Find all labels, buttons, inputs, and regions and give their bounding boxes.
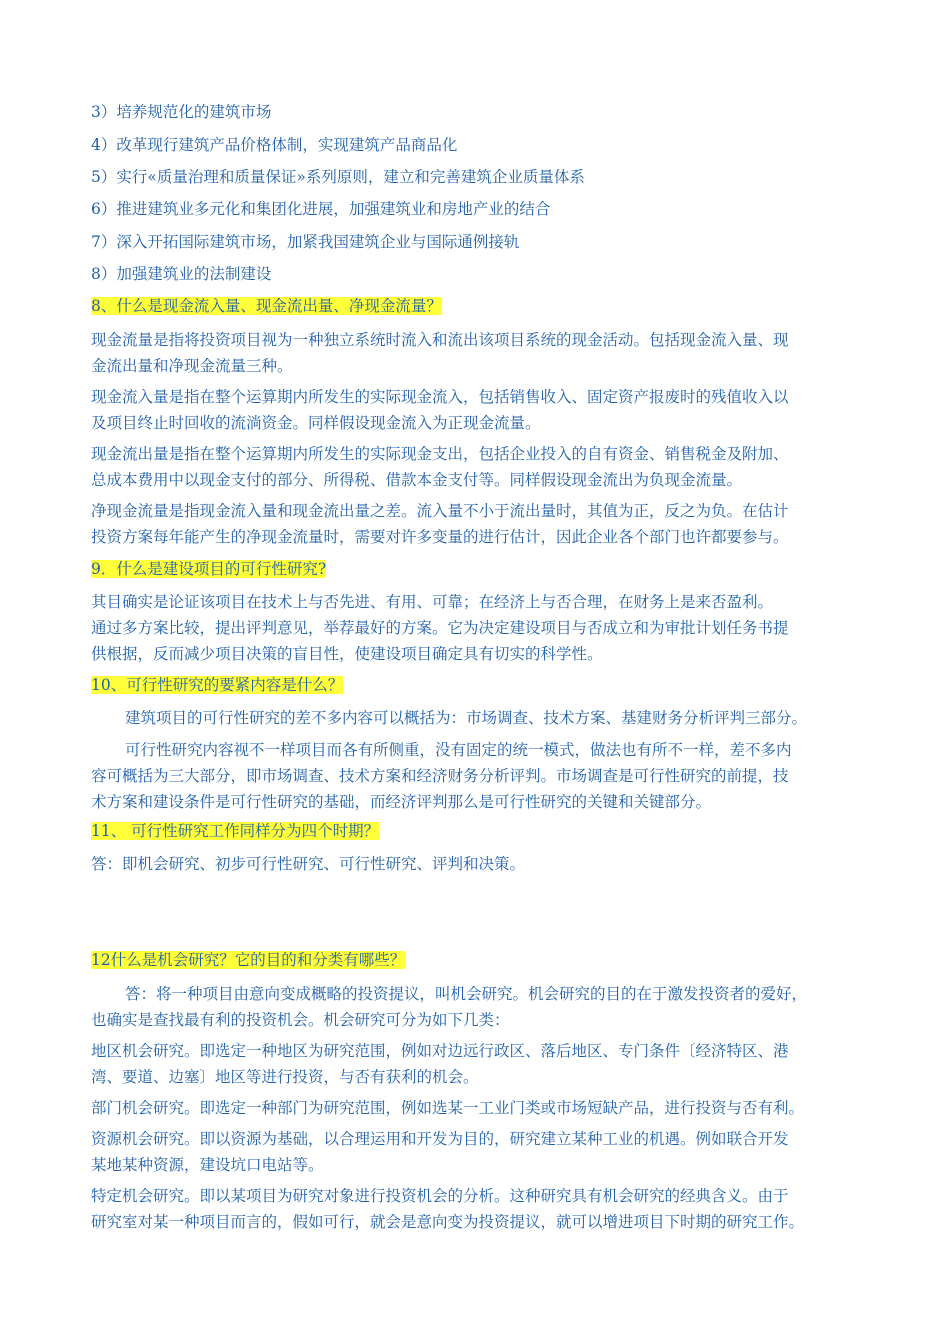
list-item: 4）改革现行建筑产品价格体制，实现建筑产品商品化 (91, 136, 458, 154)
list-item: 6）推进建筑业多元化和集团化进展，加强建筑业和房地产业的结合 (91, 200, 551, 218)
paragraph: 建筑项目的可行性研究的差不多内容可以概括为：市场调查、技术方案、基建财务分析评判三部分。 (125, 709, 808, 727)
paragraph: 可行性研究内容视不一样项目而各有所侧重，没有固定的统一模式，做法也有所不一样，差不多内 容可概括为三大部分，即市场调查、技术方案和经济财务分析评判。市场调查是可行性研究的前提，技 术方案和建设条件是可行性研究的基础，而经济评判那么是可行性研究的关键和关键部分。 (91, 741, 792, 811)
question-heading-9: 9．什么是建设项目的可行性研究? (91, 560, 327, 578)
paragraph: 现金流出量是指在整个运算期内所发生的实际现金支出，包括企业投入的自有资金、销售税金及附加、 总成本费用中以现金支付的部分、所得税、借款本金支付等。同样假设现金流出为负现金流量。 (91, 445, 789, 489)
paragraph: 部门机会研究。即选定一种部门为研究范围，例如选某一工业门类或市场短缺产品，进行投资与否有利。 (91, 1099, 805, 1117)
paragraph: 答：即机会研究、初步可行性研究、可行性研究、评判和决策。 (91, 855, 526, 873)
list-item: 5）实行«质量治理和质量保证»系列原则，建立和完善建筑企业质量体系 (91, 168, 585, 186)
question-heading-10: 10、可行性研究的要紧内容是什么？ (91, 676, 344, 694)
paragraph: 净现金流量是指现金流入量和现金流出量之差。流入量不小于流出量时，其值为正，反之为负。在估计 投资方案每年能产生的净现金流量时，需要对许多变量的进行估计，因此企业各个部门也许都要参与。 (91, 502, 789, 546)
paragraph: 地区机会研究。即选定一种地区为研究范围，例如对边远行政区、落后地区、专门条件〔经济特区、港 湾、要道、边塞〕地区等进行投资，与否有获利的机会。 (91, 1042, 789, 1086)
list-item: 8）加强建筑业的法制建设 (91, 265, 272, 283)
paragraph: 特定机会研究。即以某项目为研究对象进行投资机会的分析。这种研究具有机会研究的经典含义。由于 研究室对某一种项目而言的，假如可行，就会是意向变为投资提议，就可以增进项目下时期的研究工作。 (91, 1187, 805, 1231)
paragraph: 现金流入量是指在整个运算期内所发生的实际现金流入，包括销售收入、固定资产报废时的残值收入以 及项目终止时回收的流淌资金。同样假设现金流入为正现金流量。 (91, 388, 789, 432)
paragraph: 现金流量是指将投资项目视为一种独立系统时流入和流出该项目系统的现金活动。包括现金流入量、现 金流出量和净现金流量三种。 (91, 331, 789, 375)
question-heading-12: 12什么是机会研究？它的目的和分类有哪些？ (91, 951, 406, 969)
paragraph: 资源机会研究。即以资源为基础，以合理运用和开发为目的，研究建立某种工业的机遇。例如联合开发 某地某种资源，建设坑口电站等。 (91, 1130, 789, 1174)
list-item: 3）培养规范化的建筑市场 (91, 103, 272, 121)
question-heading-8: 8、什么是现金流入量、现金流出量、净现金流量？ (91, 297, 442, 315)
paragraph: 答：将一种项目由意向变成概略的投资提议，叫机会研究。机会研究的目的在于激发投资者的爱好， 也确实是查找最有利的投资机会。机会研究可分为如下几类： (91, 985, 808, 1029)
paragraph: 其目确实是论证该项目在技术上与否先进、有用、可靠；在经济上与否合理，在财务上是来否盈利。 通过多方案比较，提出评判意见，举荐最好的方案。它为决定建设项目与否成立和为审批计划任务书提 供根据，反而减少项目决策的盲目性，使建设项目确定具有切实的科学性。 (91, 593, 789, 663)
question-heading-11: 11、 可行性研究工作同样分为四个时期？ (91, 822, 380, 840)
list-item: 7）深入开拓国际建筑市场，加紧我国建筑企业与国际通例接轨 (91, 233, 520, 251)
